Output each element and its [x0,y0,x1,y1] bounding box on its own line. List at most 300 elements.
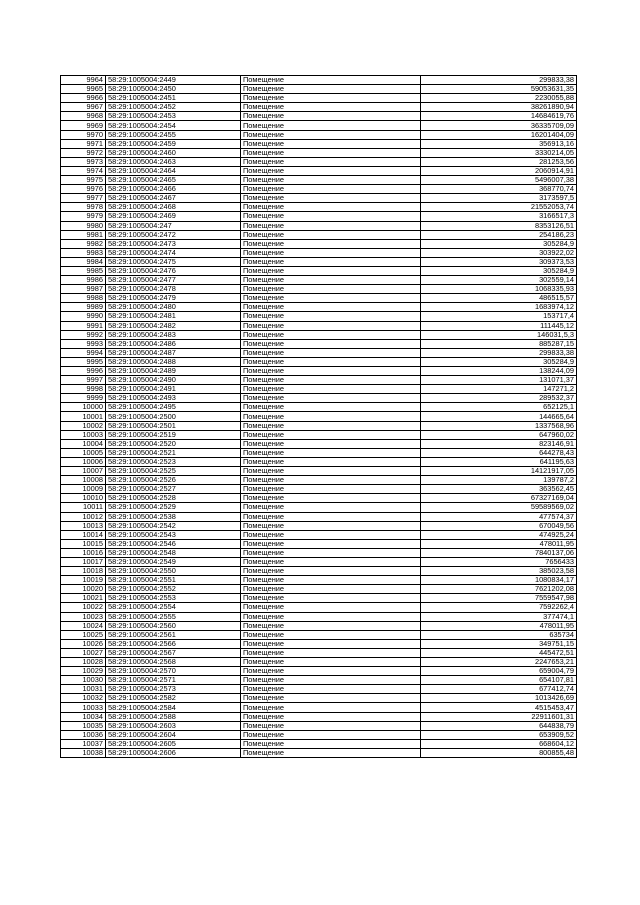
row-number: 10007 [61,467,106,476]
table-row [61,603,577,612]
cadastral-value: 677412,74 [421,685,577,694]
cadastral-value: 2060914,91 [421,166,577,175]
row-number: 9981 [61,230,106,239]
table-row [61,185,577,194]
object-type: Помещение [241,530,421,539]
table-row [61,448,577,457]
object-type: Помещение [241,257,421,266]
row-number: 10031 [61,685,106,694]
table-body [61,76,577,758]
row-number: 10021 [61,594,106,603]
object-type: Помещение [241,667,421,676]
object-type: Помещение [241,230,421,239]
object-type: Помещение [241,467,421,476]
cadastral-number: 58:29:1005004:2463 [106,157,241,166]
cadastral-number: 58:29:1005004:2465 [106,176,241,185]
cadastral-number: 58:29:1005004:2528 [106,494,241,503]
object-type: Помещение [241,621,421,630]
row-number: 10030 [61,676,106,685]
cadastral-value: 647960,02 [421,430,577,439]
table-row [61,494,577,503]
cadastral-value: 14121917,05 [421,467,577,476]
cadastral-number: 58:29:1005004:2469 [106,212,241,221]
object-type: Помещение [241,239,421,248]
object-type: Помещение [241,385,421,394]
row-number: 9993 [61,339,106,348]
cadastral-number: 58:29:1005004:2554 [106,603,241,612]
cadastral-value: 22911601,31 [421,712,577,721]
cadastral-number: 58:29:1005004:2584 [106,703,241,712]
table-row [61,357,577,366]
cadastral-value: 478011,95 [421,621,577,630]
table-row [61,103,577,112]
table-row [61,639,577,648]
object-type: Помещение [241,376,421,385]
object-type: Помещение [241,130,421,139]
cadastral-value: 305284,9 [421,239,577,248]
cadastral-number: 58:29:1005004:2550 [106,567,241,576]
cadastral-value: 36335709,09 [421,121,577,130]
object-type: Помещение [241,166,421,175]
row-number: 10013 [61,521,106,530]
table-row [61,285,577,294]
cadastral-value: 8353126,51 [421,221,577,230]
cadastral-number: 58:29:1005004:2486 [106,339,241,348]
object-type: Помещение [241,421,421,430]
row-number: 10036 [61,730,106,739]
cadastral-number: 58:29:1005004:2473 [106,239,241,248]
row-number: 9970 [61,130,106,139]
row-number: 9973 [61,157,106,166]
property-table [60,75,577,758]
cadastral-number: 58:29:1005004:2526 [106,476,241,485]
table-row [61,648,577,657]
row-number: 9988 [61,294,106,303]
row-number: 10033 [61,703,106,712]
cadastral-number: 58:29:1005004:2467 [106,194,241,203]
cadastral-value: 1080834,17 [421,576,577,585]
cadastral-number: 58:29:1005004:2548 [106,548,241,557]
cadastral-value: 144665,64 [421,412,577,421]
table-row [61,667,577,676]
object-type: Помещение [241,403,421,412]
row-number: 9987 [61,285,106,294]
object-type: Помещение [241,739,421,748]
table-row [61,367,577,376]
cadastral-value: 38261890,94 [421,103,577,112]
row-number: 10020 [61,585,106,594]
cadastral-number: 58:29:1005004:2468 [106,203,241,212]
object-type: Помещение [241,457,421,466]
cadastral-number: 58:29:1005004:2477 [106,276,241,285]
cadastral-value: 474925,24 [421,530,577,539]
table-row [61,194,577,203]
object-type: Помещение [241,557,421,566]
object-type: Помещение [241,721,421,730]
cadastral-value: 7840137,06 [421,548,577,557]
cadastral-number: 58:29:1005004:2489 [106,367,241,376]
cadastral-number: 58:29:1005004:2603 [106,721,241,730]
cadastral-value: 668604,12 [421,739,577,748]
cadastral-number: 58:29:1005004:2521 [106,448,241,457]
row-number: 10006 [61,457,106,466]
cadastral-value: 363562,45 [421,485,577,494]
object-type: Помещение [241,121,421,130]
object-type: Помещение [241,139,421,148]
table-row [61,403,577,412]
cadastral-value: 21552053,74 [421,203,577,212]
table-row [61,276,577,285]
cadastral-value: 14684619,76 [421,112,577,121]
row-number: 9967 [61,103,106,112]
row-number: 9976 [61,185,106,194]
table-row [61,530,577,539]
row-number: 10004 [61,439,106,448]
cadastral-number: 58:29:1005004:2538 [106,512,241,521]
row-number: 10018 [61,567,106,576]
object-type: Помещение [241,285,421,294]
cadastral-value: 139787,2 [421,476,577,485]
row-number: 10023 [61,612,106,621]
object-type: Помещение [241,76,421,85]
row-number: 10002 [61,421,106,430]
cadastral-number: 58:29:1005004:2571 [106,676,241,685]
cadastral-value: 59053631,35 [421,85,577,94]
object-type: Помещение [241,103,421,112]
table-row [61,439,577,448]
cadastral-value: 385023,58 [421,567,577,576]
row-number: 10038 [61,748,106,757]
cadastral-value: 659004,79 [421,667,577,676]
row-number: 10012 [61,512,106,521]
row-number: 9983 [61,248,106,257]
row-number: 9984 [61,257,106,266]
row-number: 9999 [61,394,106,403]
cadastral-value: 477574,37 [421,512,577,521]
cadastral-value: 635734 [421,630,577,639]
table-row [61,303,577,312]
object-type: Помещение [241,94,421,103]
object-type: Помещение [241,585,421,594]
cadastral-value: 885287,15 [421,339,577,348]
cadastral-value: 3330214,05 [421,148,577,157]
cadastral-number: 58:29:1005004:2570 [106,667,241,676]
cadastral-number: 58:29:1005004:2561 [106,630,241,639]
object-type: Помещение [241,503,421,512]
cadastral-number: 58:29:1005004:2482 [106,321,241,330]
cadastral-value: 670049,56 [421,521,577,530]
cadastral-number: 58:29:1005004:2552 [106,585,241,594]
table-row [61,121,577,130]
object-type: Помещение [241,612,421,621]
cadastral-number: 58:29:1005004:2566 [106,639,241,648]
table-row [61,212,577,221]
cadastral-number: 58:29:1005004:2479 [106,294,241,303]
table-row [61,157,577,166]
row-number: 9986 [61,276,106,285]
cadastral-number: 58:29:1005004:2493 [106,394,241,403]
table-row [61,503,577,512]
cadastral-number: 58:29:1005004:2525 [106,467,241,476]
object-type: Помещение [241,603,421,612]
table-row [61,539,577,548]
row-number: 10003 [61,430,106,439]
cadastral-value: 2247653,21 [421,658,577,667]
object-type: Помещение [241,630,421,639]
object-type: Помещение [241,494,421,503]
object-type: Помещение [241,221,421,230]
row-number: 10001 [61,412,106,421]
cadastral-number: 58:29:1005004:2490 [106,376,241,385]
row-number: 10034 [61,712,106,721]
cadastral-value: 1337568,96 [421,421,577,430]
cadastral-value: 67327169,04 [421,494,577,503]
row-number: 9974 [61,166,106,175]
object-type: Помещение [241,157,421,166]
cadastral-value: 16201404,09 [421,130,577,139]
cadastral-value: 302559,14 [421,276,577,285]
object-type: Помещение [241,330,421,339]
table-row [61,585,577,594]
cadastral-value: 823146,91 [421,439,577,448]
cadastral-number: 58:29:1005004:2491 [106,385,241,394]
object-type: Помещение [241,676,421,685]
table-row [61,748,577,757]
cadastral-value: 2230055,88 [421,94,577,103]
row-number: 10024 [61,621,106,630]
cadastral-value: 445472,51 [421,648,577,657]
table-row [61,94,577,103]
row-number: 9978 [61,203,106,212]
cadastral-value: 368770,74 [421,185,577,194]
cadastral-number: 58:29:1005004:2573 [106,685,241,694]
object-type: Помещение [241,194,421,203]
cadastral-number: 58:29:1005004:2501 [106,421,241,430]
cadastral-value: 1068335,93 [421,285,577,294]
cadastral-number: 58:29:1005004:2450 [106,85,241,94]
row-number: 9996 [61,367,106,376]
row-number: 9998 [61,385,106,394]
object-type: Помещение [241,367,421,376]
cadastral-number: 58:29:1005004:2520 [106,439,241,448]
document-page [60,75,576,758]
table-row [61,612,577,621]
row-number: 9980 [61,221,106,230]
object-type: Помещение [241,703,421,712]
cadastral-number: 58:29:1005004:2483 [106,330,241,339]
row-number: 9992 [61,330,106,339]
table-row [61,239,577,248]
cadastral-number: 58:29:1005004:2604 [106,730,241,739]
object-type: Помещение [241,712,421,721]
cadastral-value: 3173597,5 [421,194,577,203]
row-number: 9979 [61,212,106,221]
cadastral-value: 652125,1 [421,403,577,412]
cadastral-value: 299833,38 [421,76,577,85]
table-row [61,312,577,321]
cadastral-number: 58:29:1005004:2560 [106,621,241,630]
object-type: Помещение [241,312,421,321]
table-row [61,567,577,576]
cadastral-number: 58:29:1005004:2475 [106,257,241,266]
object-type: Помещение [241,594,421,603]
cadastral-number: 58:29:1005004:2455 [106,130,241,139]
row-number: 9964 [61,76,106,85]
table-row [61,730,577,739]
object-type: Помещение [241,394,421,403]
row-number: 10000 [61,403,106,412]
table-row [61,685,577,694]
cadastral-number: 58:29:1005004:2606 [106,748,241,757]
table-row [61,521,577,530]
object-type: Помещение [241,521,421,530]
cadastral-value: 7592262,4 [421,603,577,612]
cadastral-number: 58:29:1005004:2488 [106,357,241,366]
cadastral-value: 7559547,98 [421,594,577,603]
object-type: Помещение [241,548,421,557]
cadastral-number: 58:29:1005004:2454 [106,121,241,130]
row-number: 10008 [61,476,106,485]
table-row [61,712,577,721]
object-type: Помещение [241,357,421,366]
row-number: 10028 [61,658,106,667]
table-row [61,512,577,521]
object-type: Помещение [241,485,421,494]
object-type: Помещение [241,730,421,739]
cadastral-number: 58:29:1005004:2549 [106,557,241,566]
row-number: 10017 [61,557,106,566]
table-row [61,321,577,330]
table-row [61,203,577,212]
object-type: Помещение [241,148,421,157]
object-type: Помещение [241,339,421,348]
row-number: 9991 [61,321,106,330]
object-type: Помещение [241,685,421,694]
table-row [61,421,577,430]
object-type: Помещение [241,212,421,221]
cadastral-value: 641195,63 [421,457,577,466]
table-row [61,376,577,385]
row-number: 10009 [61,485,106,494]
table-row [61,557,577,566]
cadastral-value: 4515453,47 [421,703,577,712]
cadastral-value: 289532,37 [421,394,577,403]
row-number: 9972 [61,148,106,157]
row-number: 9975 [61,176,106,185]
object-type: Помещение [241,85,421,94]
cadastral-value: 309373,53 [421,257,577,266]
cadastral-value: 303922,02 [421,248,577,257]
cadastral-number: 58:29:1005004:2568 [106,658,241,667]
cadastral-value: 478011,95 [421,539,577,548]
cadastral-number: 58:29:1005004:2453 [106,112,241,121]
table-row [61,394,577,403]
object-type: Помещение [241,248,421,257]
cadastral-number: 58:29:1005004:2551 [106,576,241,585]
row-number: 10029 [61,667,106,676]
table-row [61,112,577,121]
object-type: Помещение [241,576,421,585]
table-row [61,248,577,257]
cadastral-number: 58:29:1005004:2588 [106,712,241,721]
table-row [61,721,577,730]
object-type: Помещение [241,439,421,448]
row-number: 10019 [61,576,106,585]
table-row [61,221,577,230]
cadastral-value: 653909,52 [421,730,577,739]
table-row [61,694,577,703]
object-type: Помещение [241,658,421,667]
row-number: 9971 [61,139,106,148]
row-number: 10015 [61,539,106,548]
cadastral-value: 5496007,38 [421,176,577,185]
cadastral-value: 644278,43 [421,448,577,457]
table-row [61,430,577,439]
object-type: Помещение [241,648,421,657]
cadastral-number: 58:29:1005004:2460 [106,148,241,157]
table-row [61,676,577,685]
cadastral-value: 299833,38 [421,348,577,357]
row-number: 10010 [61,494,106,503]
table-row [61,76,577,85]
row-number: 9997 [61,376,106,385]
cadastral-value: 7621202,08 [421,585,577,594]
cadastral-value: 111445,12 [421,321,577,330]
cadastral-number: 58:29:1005004:2529 [106,503,241,512]
table-row [61,548,577,557]
table-row [61,130,577,139]
cadastral-value: 644838,79 [421,721,577,730]
cadastral-value: 281253,56 [421,157,577,166]
cadastral-value: 356913,16 [421,139,577,148]
row-number: 9966 [61,94,106,103]
table-row [61,257,577,266]
cadastral-value: 1013426,69 [421,694,577,703]
cadastral-number: 58:29:1005004:247 [106,221,241,230]
table-row [61,457,577,466]
table-row [61,176,577,185]
cadastral-value: 59589569,02 [421,503,577,512]
cadastral-number: 58:29:1005004:2555 [106,612,241,621]
object-type: Помещение [241,276,421,285]
row-number: 9965 [61,85,106,94]
cadastral-number: 58:29:1005004:2481 [106,312,241,321]
object-type: Помещение [241,294,421,303]
cadastral-value: 7656433 [421,557,577,566]
cadastral-value: 153717,4 [421,312,577,321]
object-type: Помещение [241,266,421,275]
table-row [61,412,577,421]
cadastral-value: 377474,1 [421,612,577,621]
cadastral-number: 58:29:1005004:2567 [106,648,241,657]
row-number: 10011 [61,503,106,512]
cadastral-value: 138244,09 [421,367,577,376]
row-number: 10016 [61,548,106,557]
table-row [61,739,577,748]
cadastral-number: 58:29:1005004:2523 [106,457,241,466]
table-row [61,485,577,494]
cadastral-number: 58:29:1005004:2474 [106,248,241,257]
table-row [61,85,577,94]
object-type: Помещение [241,348,421,357]
row-number: 10037 [61,739,106,748]
cadastral-number: 58:29:1005004:2553 [106,594,241,603]
cadastral-number: 58:29:1005004:2605 [106,739,241,748]
table-row [61,339,577,348]
cadastral-number: 58:29:1005004:2519 [106,430,241,439]
cadastral-value: 654107,81 [421,676,577,685]
row-number: 10026 [61,639,106,648]
